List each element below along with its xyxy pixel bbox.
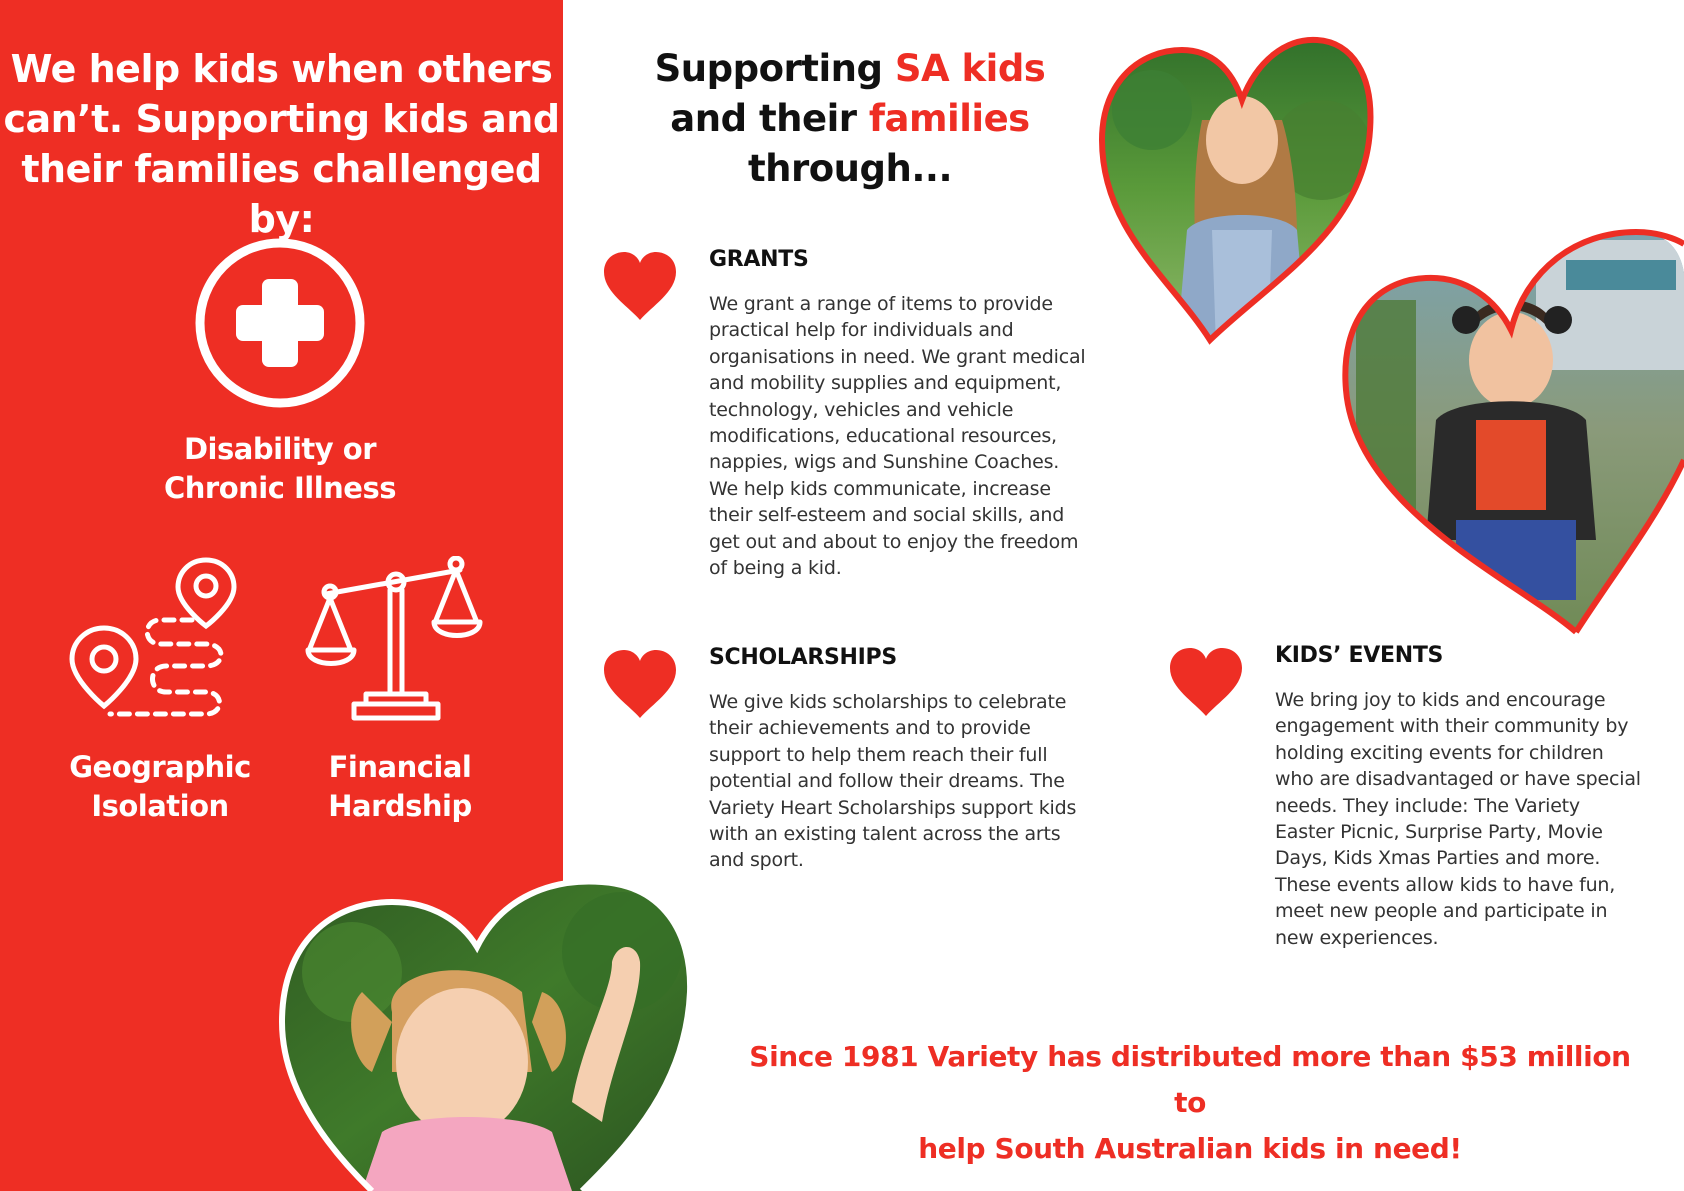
left-title-line-1: We help kids when others (10, 47, 553, 91)
heading-line-2-a: and their (670, 97, 869, 140)
scholarships-body (709, 689, 1076, 874)
scholarships-line: with an existing talent across the arts (709, 823, 1061, 846)
medical-cross-icon (194, 237, 366, 409)
grants-line: practical help for individuals and (709, 319, 1014, 342)
heading-line-2 (640, 94, 1060, 144)
boy-wheelchair-photo-heart (1336, 220, 1684, 640)
kids-events-line: meet new people and participate in (1275, 900, 1608, 923)
category-disability-line-1: Disability or (183, 432, 376, 466)
grants-line: their self-esteem and social skills, and (709, 504, 1065, 527)
kids-events-line: holding exciting events for children (1275, 741, 1604, 764)
category-financial-line-2: Hardship (328, 789, 472, 823)
grants-body (709, 291, 1085, 581)
grants-line: modifications, educational resources, (709, 425, 1057, 448)
category-financial (280, 748, 520, 826)
page-heading (640, 44, 1060, 194)
bottom-statement-line-2: help South Australian kids in need! (918, 1132, 1462, 1165)
kids-events-line: needs. They include: The Variety (1275, 794, 1580, 817)
category-geographic-line-2: Isolation (91, 789, 229, 823)
grants-line: organisations in need. We grant medical (709, 345, 1086, 368)
scholarships-line: support to help them reach their full (709, 743, 1048, 766)
grants-line: We grant a range of items to provide (709, 293, 1053, 315)
scholarships-line: potential and follow their dreams. The (709, 770, 1065, 793)
grants-line: and mobility supplies and equipment, (709, 372, 1062, 395)
balance-scale-icon (304, 556, 490, 732)
heading-line-3: through... (747, 147, 953, 190)
kids-events-line: engagement with their community by (1275, 715, 1629, 738)
kids-events-body (1275, 687, 1641, 951)
kids-events-line: who are disadvantaged or have special (1275, 768, 1641, 791)
grants-line: We help kids communicate, increase (709, 477, 1051, 500)
kids-events-title: KIDS’ EVENTS (1275, 643, 1444, 668)
heading-line-2-b: families (868, 97, 1030, 140)
heart-icon (1168, 646, 1244, 718)
grants-title: GRANTS (709, 247, 809, 272)
category-disability-line-2: Chronic Illness (163, 471, 397, 505)
kids-events-line: We bring joy to kids and encourage (1275, 689, 1606, 711)
grants-line: technology, vehicles and vehicle (709, 398, 1014, 421)
kids-events-line: These events allow kids to have fun, (1275, 873, 1616, 896)
grants-line: nappies, wigs and Sunshine Coaches. (709, 451, 1060, 474)
kids-events-line: new experiences. (1275, 926, 1439, 949)
bottom-statement-line-1: Since 1981 Variety has distributed more than $53 million to (749, 1040, 1631, 1119)
scholarships-title: SCHOLARSHIPS (709, 645, 897, 670)
left-panel-title (0, 44, 563, 244)
category-disability (140, 430, 420, 508)
map-route-icon (66, 556, 246, 732)
bottom-statement (740, 1034, 1640, 1172)
heading-line-1-b: SA kids (894, 47, 1046, 90)
left-title-line-2: can’t. Supporting kids and (3, 97, 560, 141)
category-financial-line-1: Financial (328, 750, 472, 784)
grants-line: of being a kid. (709, 557, 842, 580)
heart-icon (602, 250, 678, 322)
scholarships-line: their achievements and to provide (709, 717, 1031, 740)
category-geographic (40, 748, 280, 826)
category-geographic-line-1: Geographic (69, 750, 251, 784)
kids-events-line: Days, Kids Xmas Parties and more. (1275, 847, 1601, 870)
heart-icon (602, 648, 678, 720)
scholarships-line: We give kids scholarships to celebrate (709, 691, 1067, 713)
scholarships-line: Variety Heart Scholarships support kids (709, 796, 1077, 819)
toddler-waving-photo-heart (272, 872, 700, 1191)
kids-events-line: Easter Picnic, Surprise Party, Movie (1275, 821, 1603, 844)
scholarships-line: and sport. (709, 849, 804, 872)
heading-line-1-a: Supporting (654, 47, 895, 90)
heading-line-1 (640, 44, 1060, 94)
grants-line: get out and about to enjoy the freedom (709, 530, 1079, 553)
left-title-line-3: their families challenged by: (21, 147, 542, 241)
